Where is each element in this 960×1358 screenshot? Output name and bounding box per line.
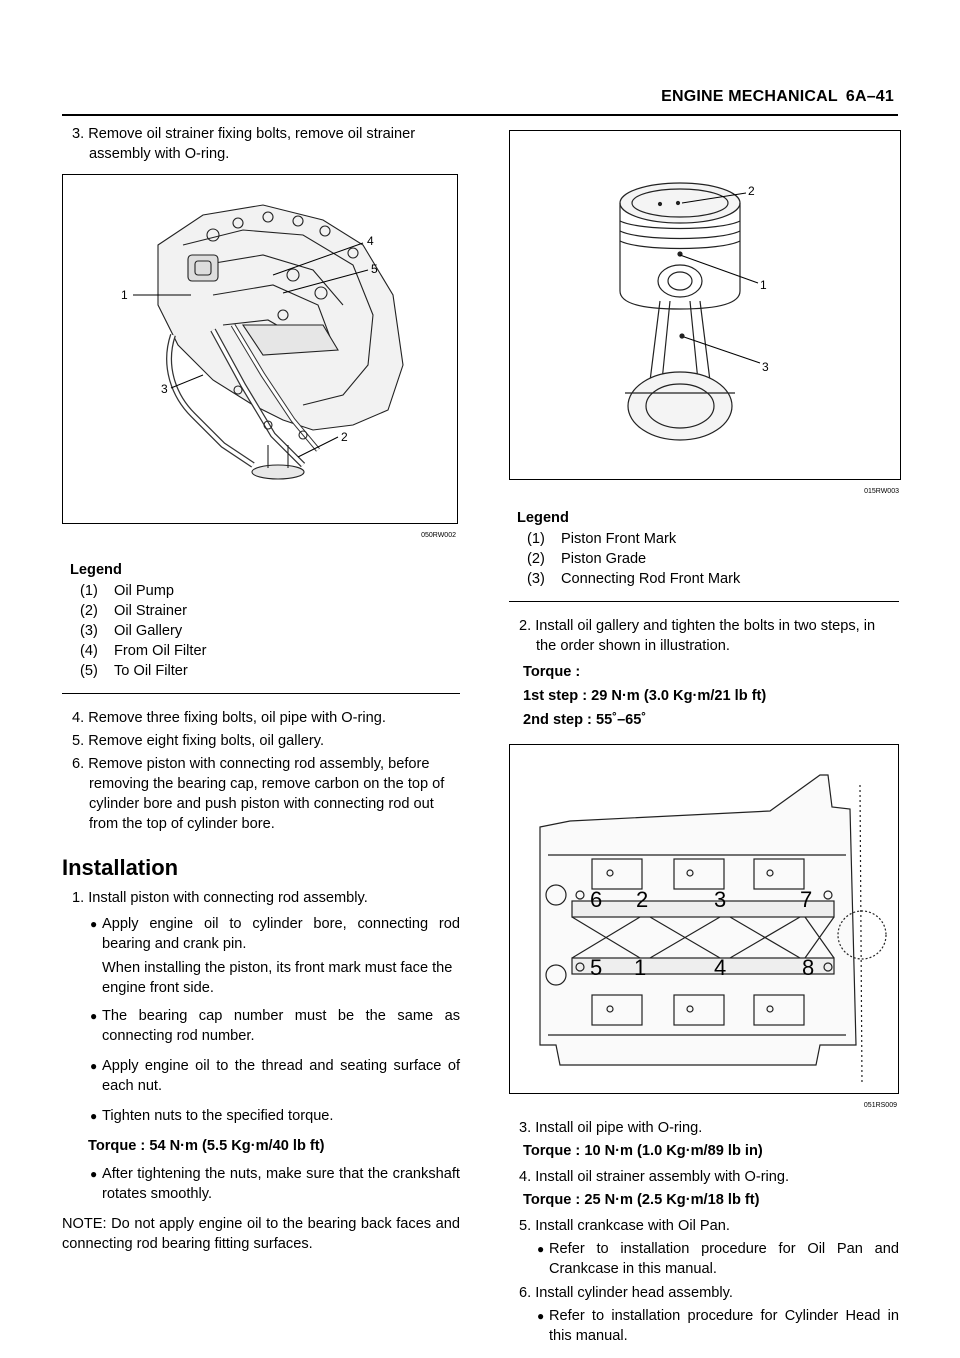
bolt-order-8: 8 bbox=[802, 955, 815, 980]
bolt-order-3: 3 bbox=[714, 887, 727, 912]
legend-item: (3) Oil Gallery bbox=[80, 623, 183, 639]
legend-oil-pump bbox=[62, 560, 460, 681]
left-column bbox=[62, 124, 460, 1254]
piston-figure bbox=[509, 130, 901, 480]
callout-1: 1 bbox=[121, 288, 128, 302]
legend-item: (1) Oil Pump bbox=[80, 583, 175, 599]
legend-item: (2) Piston Grade bbox=[527, 551, 647, 567]
step-4: 4. Remove three fixing bolts, oil pipe with O-ring. bbox=[72, 710, 386, 726]
step-3-remove-strainer: 3. Remove oil strainer fixing bolts, remove oil strainer assembly with O-ring. bbox=[72, 126, 416, 162]
figure-code: 015RW003 bbox=[864, 488, 899, 495]
header-title: ENGINE MECHANICAL bbox=[661, 88, 838, 105]
torque-spec: Torque : 54 N·m (5.5 Kg·m/40 lb ft) bbox=[88, 1138, 325, 1154]
callout-4: 4 bbox=[367, 234, 374, 248]
step-6: 6. Remove piston with connecting rod assembly, before removing the bearing cap, remove carbon on the top of cylinder bore and push piston with connecting rod out from the top of cylinder bore. bbox=[72, 756, 445, 832]
install-step-1: 1. Install piston with connecting rod assembly. bbox=[72, 890, 368, 906]
divider bbox=[509, 601, 899, 602]
bullet-icon: ● bbox=[90, 1009, 98, 1023]
callout-3: 3 bbox=[762, 360, 769, 374]
bullet-item: ● Tighten nuts to the specified torque. bbox=[90, 1108, 334, 1124]
callout-2: 2 bbox=[748, 184, 755, 198]
bullet-item: ● Refer to installation procedure for Oil Pan and Crankcase in this manual. bbox=[537, 1241, 899, 1277]
right-column bbox=[509, 130, 899, 1356]
torque-spec: Torque : 25 N·m (2.5 Kg·m/18 lb ft) bbox=[523, 1192, 760, 1208]
bullet-icon: ● bbox=[90, 1167, 98, 1181]
section-heading-installation: Installation bbox=[62, 855, 179, 880]
bolt-order-4: 4 bbox=[714, 955, 727, 980]
callout-1: 1 bbox=[760, 278, 767, 292]
install-step-4: 4. Install oil strainer assembly with O-ring. bbox=[519, 1169, 790, 1185]
oil-gallery-illustration bbox=[510, 745, 898, 1093]
bolt-order-6: 6 bbox=[590, 887, 603, 912]
torque-step-1: 1st step : 29 N·m (3.0 Kg·m/21 lb ft) bbox=[523, 688, 767, 704]
bolt-order-5: 5 bbox=[590, 955, 603, 980]
note: NOTE: Do not apply engine oil to the bearing back faces and connecting rod bearing fitting surfaces. bbox=[62, 1216, 460, 1252]
step-5: 5. Remove eight fixing bolts, oil gallery. bbox=[72, 733, 324, 749]
piston-illustration bbox=[510, 131, 900, 479]
legend-item: (1) Piston Front Mark bbox=[527, 531, 677, 547]
install-step-6: 6. Install cylinder head assembly. bbox=[519, 1285, 733, 1301]
callout-3: 3 bbox=[161, 382, 168, 396]
torque-spec: Torque : 10 N·m (1.0 Kg·m/89 lb in) bbox=[523, 1143, 763, 1159]
bolt-order-7: 7 bbox=[800, 887, 813, 912]
install-step-5: 5. Install crankcase with Oil Pan. bbox=[519, 1218, 730, 1234]
legend-item: (3) Connecting Rod Front Mark bbox=[527, 571, 741, 587]
bullet-subtext: When installing the piston, its front mark must face the engine front side. bbox=[102, 960, 453, 996]
install-step-2: 2. Install oil gallery and tighten the bolts in two steps, in the order shown in illustration. bbox=[519, 618, 876, 654]
callout-5: 5 bbox=[371, 262, 378, 276]
header-rule bbox=[62, 114, 898, 116]
bullet-icon: ● bbox=[90, 1109, 98, 1123]
legend-item: (2) Oil Strainer bbox=[80, 603, 187, 619]
figure-code: 051RS009 bbox=[863, 1102, 897, 1109]
bullet-icon: ● bbox=[90, 1059, 98, 1073]
legend-item: (5) To Oil Filter bbox=[80, 663, 188, 679]
torque-label: Torque : bbox=[523, 664, 581, 680]
bolt-order-1: 1 bbox=[634, 955, 647, 980]
bullet-icon: ● bbox=[537, 1242, 545, 1256]
legend-piston bbox=[509, 508, 899, 589]
bullet-item: ● Apply engine oil to the thread and seating surface of each nut. bbox=[90, 1058, 460, 1094]
bullet-item: ● Apply engine oil to cylinder bore, connecting rod bearing and crank pin. bbox=[90, 916, 460, 952]
bullet-item: ● The bearing cap number must be the same as connecting rod number. bbox=[90, 1008, 460, 1044]
bullet-icon: ● bbox=[90, 917, 98, 931]
oil-pump-figure bbox=[62, 174, 458, 524]
bullet-icon: ● bbox=[537, 1309, 545, 1323]
page-header bbox=[661, 88, 894, 106]
bolt-order-2: 2 bbox=[636, 887, 649, 912]
callout-2: 2 bbox=[341, 430, 348, 444]
legend-heading: Legend bbox=[70, 562, 122, 578]
torque-step-2: 2nd step : 55˚–65˚ bbox=[523, 712, 647, 728]
bullet-item: ● After tightening the nuts, make sure that the crankshaft rotates smoothly. bbox=[90, 1166, 460, 1202]
legend-heading: Legend bbox=[517, 510, 569, 526]
install-step-3: 3. Install oil pipe with O-ring. bbox=[519, 1120, 703, 1136]
legend-item: (4) From Oil Filter bbox=[80, 643, 207, 659]
oil-pump-illustration bbox=[63, 175, 457, 523]
bullet-item: ● Refer to installation procedure for Cylinder Head in this manual. bbox=[537, 1308, 899, 1344]
tightening-order-figure bbox=[509, 744, 899, 1094]
divider bbox=[62, 693, 460, 694]
figure-code: 050RW002 bbox=[421, 532, 456, 539]
page-number: 6A–41 bbox=[845, 88, 894, 105]
